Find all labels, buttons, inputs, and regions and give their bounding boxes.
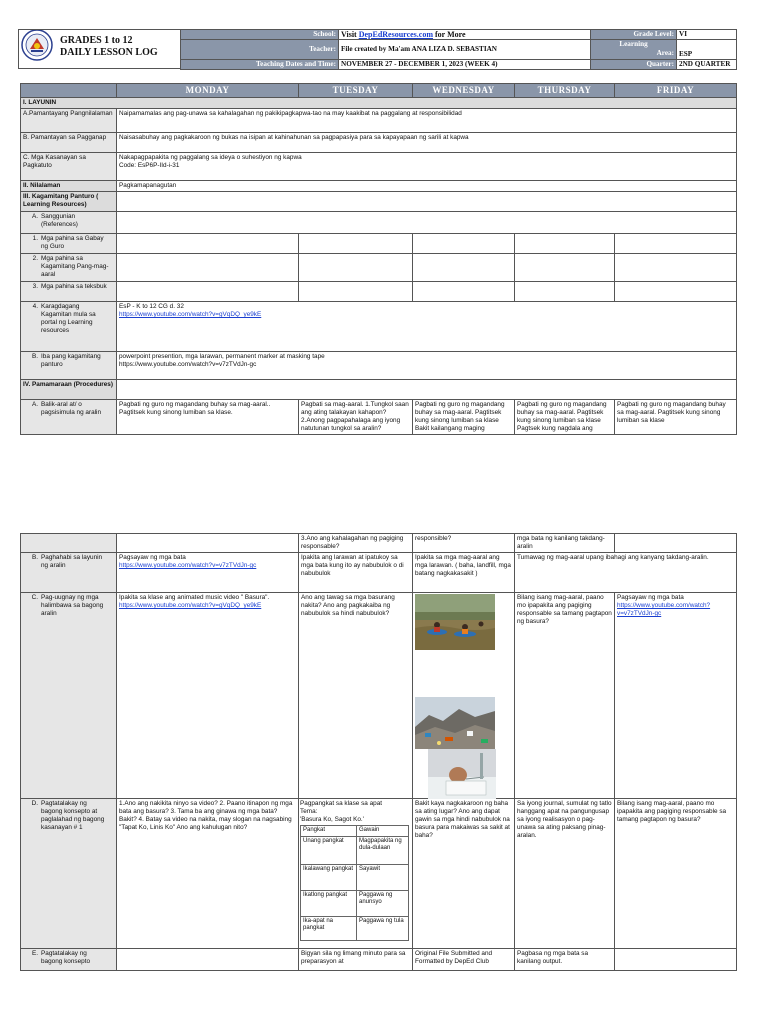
grade-label: Grade Level:	[591, 30, 677, 40]
balik-aral-friday: Pagbati ng guro ng magandang buhay sa mag-aaral. Pagtitsek kung sinong lumiban sa klase	[615, 400, 737, 435]
day-tuesday: TUESDAY	[299, 84, 413, 98]
landfill-photo	[415, 697, 495, 749]
label-kasanayan-sa-pagkatuto: C. Mga Kasanayan sa Pagkatuto	[21, 153, 117, 181]
pagtatalakay-2-tuesday: Bigyan sila ng limang minuto para sa preparasyon at	[299, 949, 413, 971]
school-label: School:	[181, 30, 339, 40]
section-nilalaman: II. Nilalaman	[21, 181, 117, 192]
paghahabi-monday: Pagsayaw ng mga bata https://www.youtube.com/watch?v=v7zTVdJn-gc	[117, 553, 299, 593]
label-gabay-ng-guro: 1. Mga pahina sa Gabay ng Guro	[21, 234, 117, 254]
group-task: Paggawa ng anunsyo	[357, 890, 409, 916]
label-balik-aral: A. Balik-aral at/ o pagsisimula ng aralin	[21, 400, 117, 435]
day-monday: MONDAY	[117, 84, 299, 98]
quarter-value: 2ND QUARTER	[677, 60, 737, 70]
school-value: Visit DepEdResources.com for More	[339, 30, 591, 40]
youtube-url-sayaw: https://www.youtube.com/watch?v=v7zTVdJn-gc	[119, 361, 257, 369]
group-name: Ikalawang pangkat	[301, 864, 357, 890]
flood-image-icon	[415, 594, 495, 650]
flood-photo	[415, 594, 495, 650]
group-name: Unang pangkat	[301, 836, 357, 864]
pag-uugnay-friday: Pagsayaw ng mga bata https://www.youtube.com/watch?v=v7zTVdJn-gc	[615, 593, 737, 799]
sick-child-photo	[428, 749, 496, 799]
pagtatalakay-2-wednesday: Original File Submitted and Formatted by DepEd Club	[413, 949, 515, 971]
balik-aral-wednesday: Pagbati ng guro ng magandang buhay sa mag-aaral. Pagtitsek kung sinong lumiban sa klase Bakit kailangang maging	[413, 400, 515, 435]
day-header-blank	[21, 84, 117, 98]
day-friday: FRIDAY	[615, 84, 737, 98]
balik-aral-thursday: Pagbati ng guro ng magandang buhay sa mag-aaral. Pagtitsek kung sinong lumiban sa klase Pagtsek kung nagdala ang	[515, 400, 615, 435]
cont-thursday: mga bata ng kanilang takdang- aralin	[515, 534, 615, 553]
pagtatalakay-1-monday: 1.Ano ang nakikita ninyo sa video? 2. Paano itinapon ng mga bata ang basura? 3. Tama ba ang ginawa ng mga bata? Bakit? 4. Batay sa video na nakita, may slogan na nagsabing "Tapat Ko, Linis Ko" Ano ang kahulugan nito?	[117, 799, 299, 949]
pagtatalakay-1-wednesday: Bakit kaya nagkakaroon ng baha sa ating lugar? Ano ang dapat gawin sa mga hindi nabubulok na basura para makaiwas sa sakit at baha?	[413, 799, 515, 949]
text-pamantayang-pangnilalaman: Naipamamalas ang pag-unawa sa kahalagahan ng pakikipagkapwa-tao na may kaakibat na paggalang at responsibilidad	[117, 109, 737, 133]
youtube-link-sayaw-2[interactable]: https://www.youtube.com/watch?v=v7zTVdJn-gc	[617, 602, 711, 617]
pagtatalakay-1-thursday: Sa iyong journal, sumulat ng tatlo hanggang apat na pangungusap sa iyong realisasyon o pag-unawa sa ating paksang pinag-aralan.	[515, 799, 615, 949]
group-task: Paggawa ng tula	[357, 916, 409, 940]
quarter-label: Quarter:	[591, 60, 677, 70]
area-label: Learning Area:	[591, 40, 677, 60]
balik-aral-monday: Pagbati ng guro ng magandang buhay sa mag-aaral.. Pagtitsek kung sinong lumiban sa klase.	[117, 400, 299, 435]
lesson-log-table-1	[20, 83, 737, 435]
title-line-2: DAILY LESSON LOG	[60, 47, 158, 58]
paghahabi-thursday-friday: Tumawag ng mag-aaral upang ibahagi ang kanyang takdang-aralin.	[515, 553, 737, 593]
day-header-row	[21, 84, 737, 98]
label-pag-uugnay: C. Pag-uugnay ng mga halimbawa sa bagong aralin	[21, 593, 117, 799]
label-pamantayan-sa-pagganap: B. Pamantayan sa Pagganap	[21, 133, 117, 153]
deped-resources-link[interactable]: DepEdResources.com	[358, 30, 433, 39]
label-karagdagang-kagamitan: 4. Karagdagang Kagamitan mula sa portal ng Learning resources	[21, 302, 117, 352]
title-line-1: GRADES 1 to 12	[60, 35, 133, 46]
day-thursday: THURSDAY	[515, 84, 615, 98]
label-iba-pang-kagamitan: B. Iba pang kagamitang panturo	[21, 352, 117, 380]
paghahabi-wednesday: Ipakita sa mga mag-aaral ang mga larawan. ( baha, landfill, mga batang nagkakasakit )	[413, 553, 515, 593]
lesson-log-table-2	[20, 533, 737, 971]
section-pamamaraan: IV. Pamamaraan (Procedures)	[21, 380, 117, 400]
group-head-gawain: Gawain	[357, 826, 409, 837]
text-pamantayan-sa-pagganap: Naisasabuhay ang pagkakaroon ng bukas na isipan at kahinahunan sa pagpapasiya para sa kapayapaan ng sarili at kapwa	[117, 133, 737, 153]
label-paghahabi: B. Paghahabi sa layunin ng aralin	[21, 553, 117, 593]
section-kagamitang-panturo: III. Kagamitang Panturo ( Learning Resources)	[21, 192, 117, 212]
pagtatalakay-2-thursday: Pagbasa ng mga bata sa kanilang output.	[515, 949, 615, 971]
label-sanggunian: A. Sanggunian (References)	[21, 212, 117, 234]
label-pamantayang-pangnilalaman: A.Pamantayang Pangnilalaman	[21, 109, 117, 133]
sick-child-image-icon	[428, 749, 496, 799]
label-pagtatalakay-1: D. Pagtatalakay ng bagong konsepto at paglalahad ng bagong kasanayan # 1	[21, 799, 117, 949]
grade-value: VI	[677, 30, 737, 40]
paghahabi-tuesday: Ipakita ang larawan at ipatukoy sa mga bata kung ito ay nabubulok o di nabubulok	[299, 553, 413, 593]
group-task-table	[300, 825, 409, 941]
competency-code: Code: EsP6P-IId-i-31	[119, 162, 180, 170]
youtube-link-basura[interactable]: https://www.youtube.com/watch?v=gVqDQ_ye9kE	[119, 311, 262, 319]
cont-tuesday: 3.Ano ang kahalagahan ng pagiging responsable?	[299, 534, 413, 553]
pag-uugnay-monday: Ipakita sa klase ang animated music video " Basura". https://www.youtube.com/watch?v=gVqDQ_ye9kE	[117, 593, 299, 799]
dates-label: Teaching Dates and Time:	[181, 60, 339, 70]
group-name: Ika-apat na pangkat	[301, 916, 357, 940]
area-value: ESP	[677, 40, 737, 60]
text-kasanayan-sa-pagkatuto: Nakapagpapakita ng paggalang sa ideya o suhestiyon ng kapwa Code: EsP6P-IId-i-31	[117, 153, 737, 181]
day-wednesday: WEDNESDAY	[413, 84, 515, 98]
group-head-pangkat: Pangkat	[301, 826, 357, 837]
pagtatalakay-1-tuesday: Pagpangkat sa klase sa apat Tema: 'Basura Ko, Sagot Ko.' Pangkat Gawain Unang pangkat Magpapakita ng dula-dulaan Ikalawang pangkat Sayawit Ikatlong pangkat Paggawa ng anunsyo Ika-apat na pangkat Paggawa ng tula	[299, 799, 413, 949]
label-kagamitang-mag-aaral: 2. Mga pahina sa Kagamitang Pang-mag-aaral	[21, 254, 117, 282]
header-frame	[18, 29, 180, 69]
group-name: Ikatlong pangkat	[301, 890, 357, 916]
landfill-image-icon	[415, 697, 495, 749]
label-pagtatalakay-2: E. Pagtatalakay ng bagong konsepto	[21, 949, 117, 971]
header-info-table	[180, 29, 737, 70]
text-nilalaman: Pagkamapanagutan	[117, 181, 737, 192]
section-layunin: I. LAYUNIN	[21, 98, 737, 109]
pag-uugnay-tuesday: Ano ang tawag sa mga basurang nakita? Ano ang pagkakaiba ng nabubulok sa hindi nabubulok?	[299, 593, 413, 799]
pag-uugnay-thursday: Bilang isang mag-aaral, paano mo ipapakita ang pagiging responsable sa tamang pagtapon ng basura?	[515, 593, 615, 799]
teacher-label: Teacher:	[181, 40, 339, 60]
group-task: Magpapakita ng dula-dulaan	[357, 836, 409, 864]
dates-value: NOVEMBER 27 - DECEMBER 1, 2023 (WEEK 4)	[339, 60, 591, 70]
cont-wednesday: responsible?	[413, 534, 515, 553]
youtube-link-sayaw[interactable]: https://www.youtube.com/watch?v=v7zTVdJn-gc	[119, 562, 257, 569]
group-task: Sayawit	[357, 864, 409, 890]
label-teksbuk: 3. Mga pahina sa teksbuk	[21, 282, 117, 302]
teacher-value: File created by Ma'am ANA LIZA D. SEBASTIAN	[339, 40, 591, 60]
youtube-link-basura-2[interactable]: https://www.youtube.com/watch?v=gVqDQ_ye9kE	[119, 602, 262, 609]
text-iba-pang-kagamitan: powerpoint presention, mga larawan, permanent marker at masking tape https://www.youtube.com/watch?v=v7zTVdJn-gc	[117, 352, 737, 380]
text-karagdagang-kagamitan: EsP - K to 12 CG d. 32 https://www.youtube.com/watch?v=gVqDQ_ye9kE	[117, 302, 737, 352]
pagtatalakay-1-friday: Bilang isang mag-aaral, paano mo ipapakita ang pagiging responsable sa tamang pagtapon ng basura?	[615, 799, 737, 949]
balik-aral-tuesday: Pagbati sa mag-aaral. 1.Tungkol saan ang ating talakayan kahapon? 2.Anong pagpapahalaga ang iyong natutunan tungkol sa aralin?	[299, 400, 413, 435]
